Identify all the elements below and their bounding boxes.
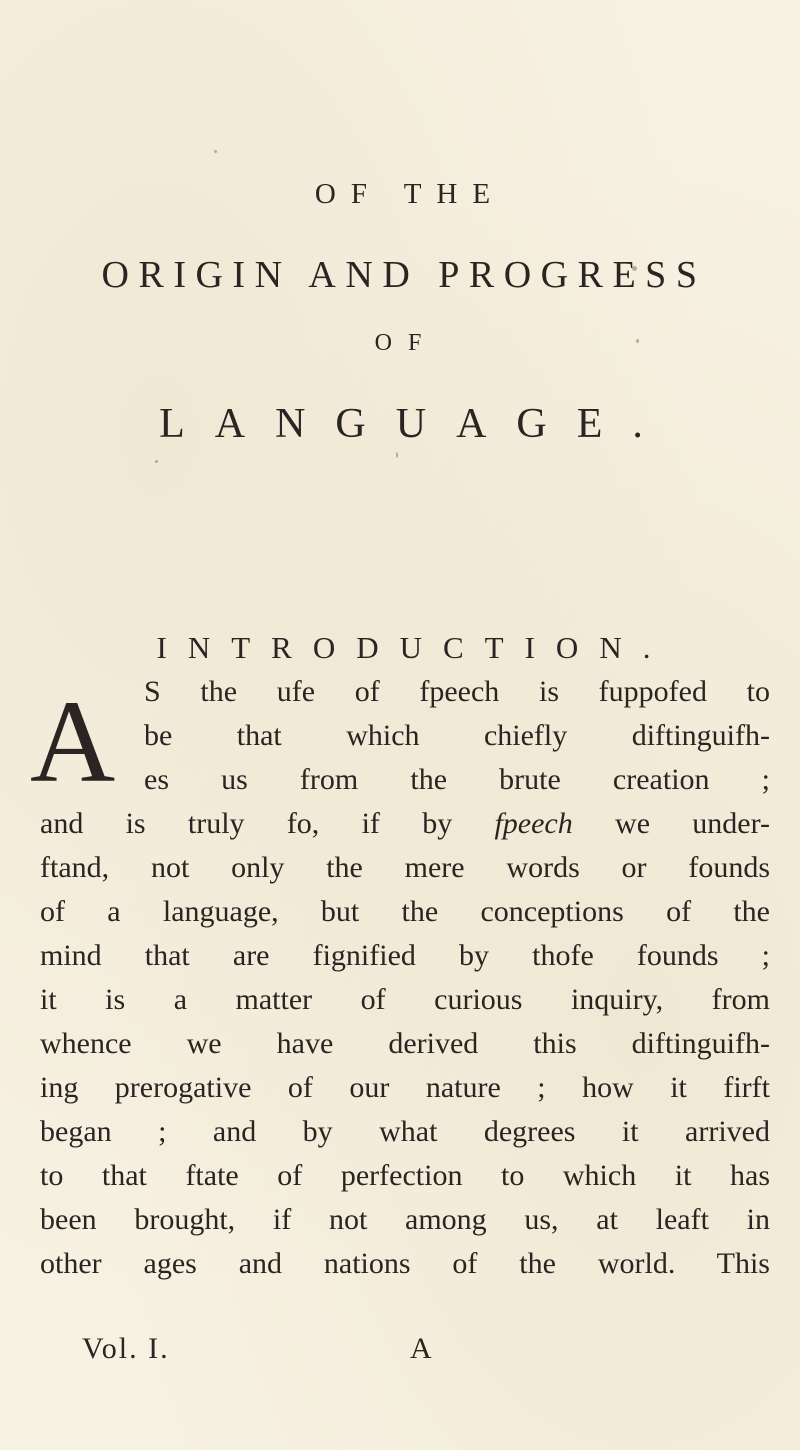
body-line-9: whence we have derived this diftinguifh- <box>40 1027 770 1060</box>
heading-of: OF <box>374 330 438 356</box>
body-paragraph <box>40 670 770 1286</box>
body-line-13: been brought, if not among us, at leaft in <box>40 1203 770 1236</box>
body-line-10: ing prerogative of our nature ; how it firft <box>40 1071 770 1104</box>
body-line-6: of a language, but the conceptions of the <box>40 895 770 928</box>
body-line-4 <box>40 802 770 846</box>
heading-introduction: INTRODUCTION. <box>156 630 672 665</box>
heading-origin-and-progress: ORIGIN AND PROGRESS <box>101 254 707 296</box>
body-line-7: mind that are fignified by thofe founds ; <box>40 939 770 972</box>
drop-cap: A <box>30 676 116 807</box>
body-line-8: it is a matter of curious inquiry, from <box>40 983 770 1016</box>
paper-speck <box>155 460 158 463</box>
footer-volume: Vol. I. <box>82 1332 170 1365</box>
paper-speck <box>396 452 398 458</box>
body-line-4-end: we under- <box>615 807 770 840</box>
body-line-2: be that which chiefly diftinguifh- <box>144 719 770 752</box>
body-line-3: es us from the brute creation ; <box>144 763 770 796</box>
paper-speck <box>632 266 637 271</box>
paper-speck <box>214 150 217 153</box>
body-line-14: other ages and nations of the world. This <box>40 1247 770 1280</box>
body-line-1: S the ufe of fpeech is fuppofed to <box>144 675 770 708</box>
body-line-5: ftand, not only the mere words or founds <box>40 851 770 884</box>
italic-word-speech: fpeech <box>494 807 573 840</box>
heading-of-the: OF THE <box>314 178 506 210</box>
paper-speck <box>636 339 639 343</box>
body-line-11: began ; and by what degrees it arrived <box>40 1115 770 1148</box>
heading-language: LANGUAGE. <box>159 401 673 447</box>
body-line-4-start: and is truly fo, if by <box>40 807 453 840</box>
body-line-12: to that ftate of perfection to which it has <box>40 1159 770 1192</box>
footer-signature-mark: A <box>410 1332 432 1365</box>
